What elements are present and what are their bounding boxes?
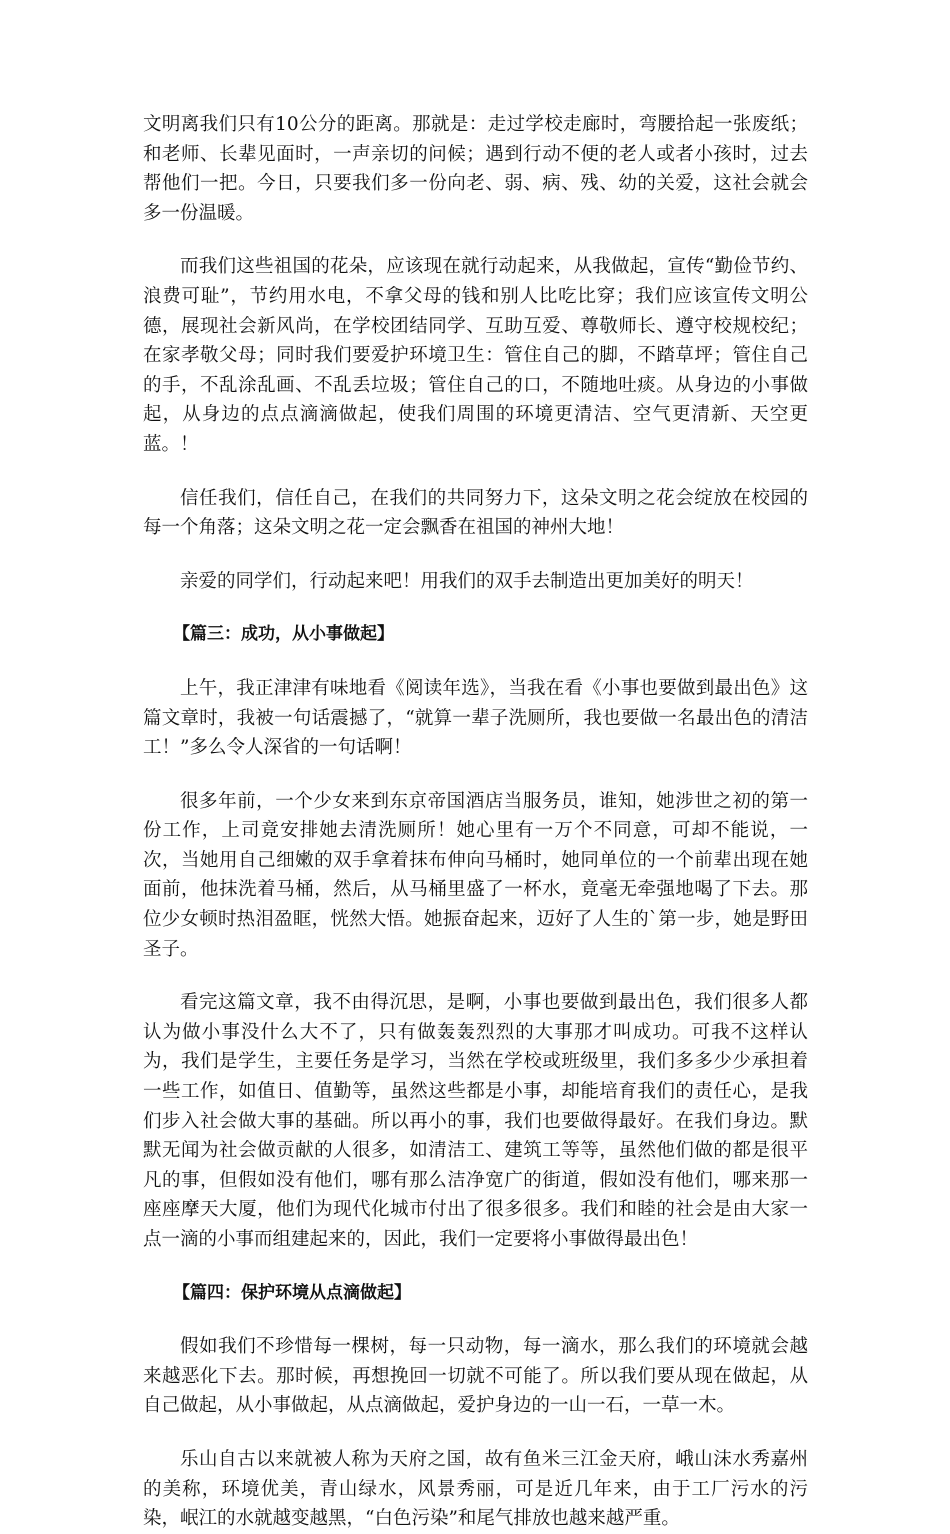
paragraph: 假如我们不珍惜每一棵树，每一只动物，每一滴水，那么我们的环境就会越来越恶化下去。那时候，再想挽回一切就不可能了。所以我们要从现在做起，从自己做起，从小事做起，从点滴做起，爱护身边的一山一石，一草一木。 [143, 1336, 808, 1417]
paragraph: 很多年前，一个少女来到东京帝国酒店当服务员，谁知，她涉世之初的第一份工作，上司竟安排她去清洗厕所！她心里有一万个不同意，可却不能说，一次，当她用自己细嫩的双手拿着抹布伸向马桶时，她同单位的一个前辈出现在她面前，他抹洗着马桶，然后，从马桶里盛了一杯水，竟毫无牵强地喝了下去。那位少女顿时热泪盈眶，恍然大悟。她振奋起来，迈好了人生的`第一步，她是野田圣子。 [143, 790, 808, 960]
paragraph: 上午，我正津津有味地看《阅读年选》，当我在看《小事也要做到最出色》这篇文章时，我被一句话震撼了，“就算一辈子洗厕所，我也要做一名最出色的清洁工！”多么令人深省的一句话啊！ [143, 677, 808, 759]
paragraph: 信任我们，信任自己，在我们的共同努力下，这朵文明之花会绽放在校园的每一个角落；这朵文明之花一定会飘香在祖国的神州大地！ [143, 487, 808, 539]
section-heading: 【篇三：成功，从小事做起】 [173, 624, 394, 645]
section-heading: 【篇四：保护环境从点滴做起】 [173, 1282, 411, 1303]
document-page [143, 110, 808, 1534]
paragraph: 文明离我们只有10公分的距离。那就是：走过学校走廊时，弯腰拾起一张废纸；和老师、长辈见面时，一声亲切的问候；遇到行动不便的老人或者小孩时，过去帮他们一把。今日，只要我们多一份向老、弱、病、残、幼的关爱，这社会就会多一份温暖。 [143, 114, 808, 224]
paragraph: 而我们这些祖国的花朵，应该现在就行动起来，从我做起，宣传“勤俭节约、浪费可耻”，节约用水电，不拿父母的钱和别人比吃比穿；我们应该宣传文明公德，展现社会新风尚，在学校团结同学、互助互爱、尊敬师长、遵守校规校纪；在家孝敬父母；同时我们要爱护环境卫生：管住自己的脚，不踏草坪；管住自己的手，不乱涂乱画、不乱丢垃圾；管住自己的口，不随地吐痰。从身边的小事做起，从身边的点点滴滴做起，使我们周围的环境更清洁、空气更清新、天空更蓝。！ [143, 256, 808, 455]
paragraph: 看完这篇文章，我不由得沉思，是啊，小事也要做到最出色，我们很多人都认为做小事没什么大不了，只有做轰轰烈烈的大事那才叫成功。可我不这样认为，我们是学生，主要任务是学习，当然在学校或班级里，我们多多少少承担着一些工作，如值日、值勤等，虽然这些都是小事，却能培育我们的责任心，是我们步入社会做大事的基础。所以再小的事，我们也要做得最好。在我们身边。默默无闻为社会做贡献的人很多，如清洁工、建筑工等等，虽然他们做的都是很平凡的事，但假如没有他们，哪有那么洁净宽广的街道，假如没有他们，哪来那一座座摩天大厦，他们为现代化城市付出了很多很多。我们和睦的社会是由大家一点一滴的小事而组建起来的，因此，我们一定要将小事做得最出色！ [143, 992, 808, 1250]
paragraph: 亲爱的同学们，行动起来吧！用我们的双手去制造出更加美好的明天！ [180, 570, 754, 592]
paragraph: 乐山自古以来就被人称为天府之国，故有鱼米三江金天府，峨山沫水秀嘉州的美称，环境优美，青山绿水，风景秀丽，可是近几年来，由于工厂污水的污染，岷江的水就越变越黑，“白色污染”和尾气排放也越来越严重。 [143, 1448, 808, 1530]
